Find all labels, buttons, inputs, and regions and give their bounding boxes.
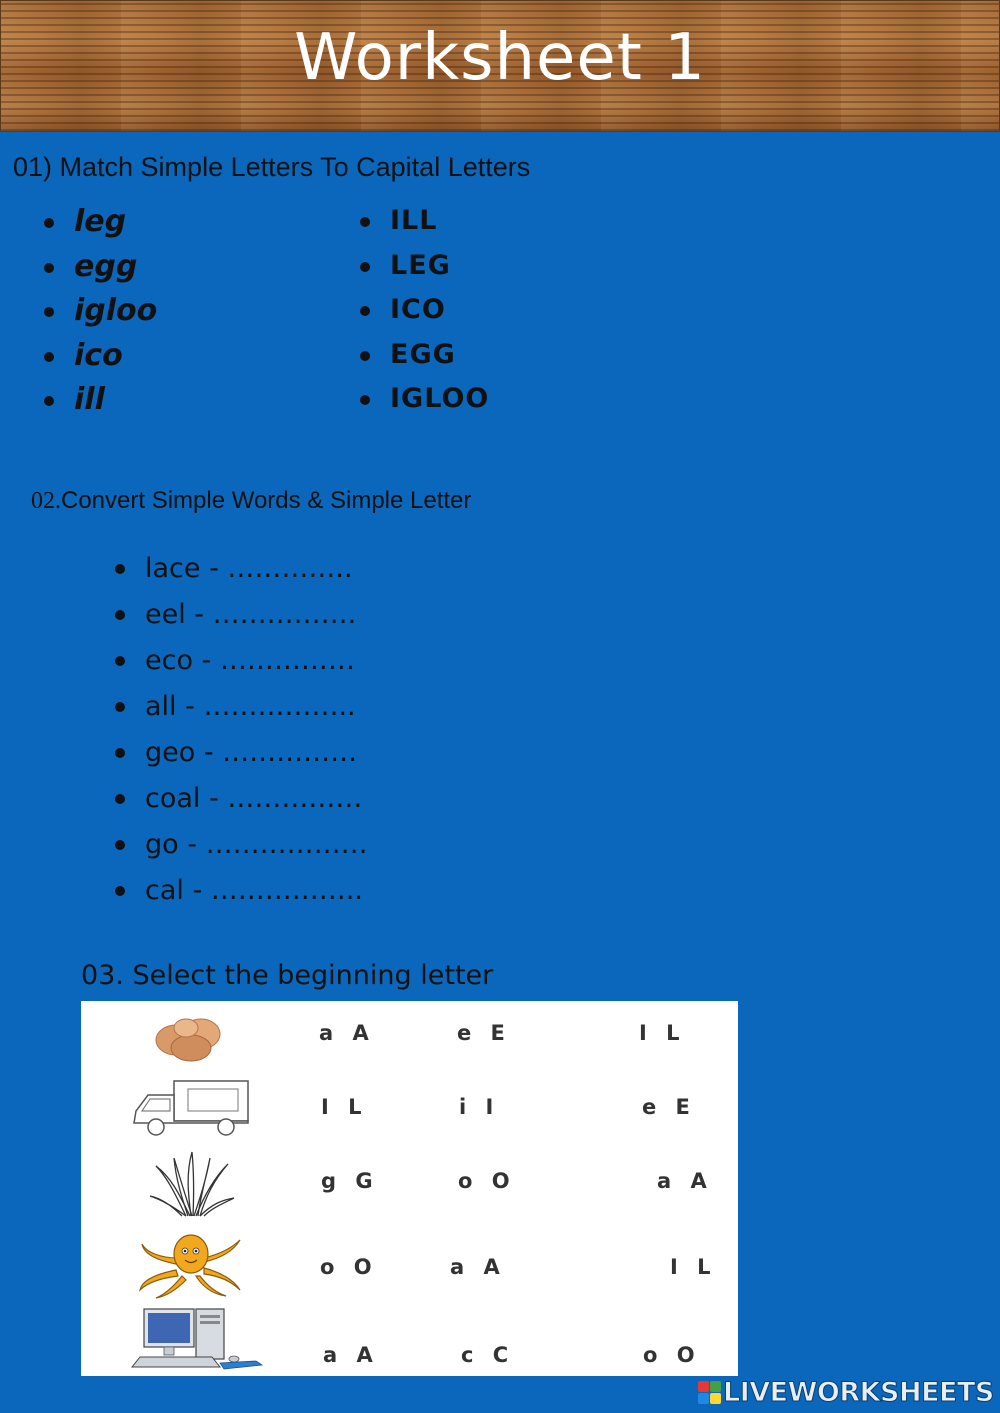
list-item[interactable]: geo - …………… [115, 731, 368, 777]
list-item: igloo [44, 289, 157, 334]
letter-option[interactable]: i I [459, 1095, 500, 1119]
truck-picture [101, 1073, 281, 1143]
grass-picture [101, 1145, 281, 1221]
letter-option[interactable]: o O [458, 1169, 516, 1193]
letter-option[interactable]: c C [461, 1343, 515, 1367]
list-item: LEG [360, 245, 489, 290]
computer-picture [101, 1301, 281, 1376]
letter-option[interactable]: o O [643, 1343, 701, 1367]
list-item: EGG [360, 334, 489, 379]
q2-word-list [115, 547, 368, 915]
table-row [81, 1001, 738, 1071]
list-item[interactable]: eel - ……………. [115, 593, 368, 639]
q1-uppercase-list [360, 200, 489, 423]
list-item: ico [44, 334, 157, 379]
octopus-picture [101, 1223, 281, 1301]
watermark-text: LIVEWORKSHEETS [723, 1377, 994, 1408]
list-item: IGLOO [360, 378, 489, 423]
letter-option[interactable]: o O [320, 1255, 378, 1279]
letter-option[interactable]: e E [457, 1021, 511, 1045]
list-item: ill [44, 378, 157, 423]
list-item[interactable]: eco - …………… [115, 639, 368, 685]
table-row [81, 1223, 738, 1301]
letter-option[interactable]: I L [670, 1255, 717, 1279]
table-row [81, 1301, 738, 1376]
list-item[interactable]: go - ……………… [115, 823, 368, 869]
table-row [81, 1145, 738, 1221]
liveworksheets-watermark [698, 1377, 994, 1408]
letter-option[interactable]: e E [642, 1095, 696, 1119]
letter-option[interactable]: a A [323, 1343, 379, 1367]
list-item[interactable]: lace - ………….. [115, 547, 368, 593]
list-item: egg [44, 245, 157, 290]
liveworksheets-logo-icon [698, 1381, 721, 1404]
q1-lowercase-list [44, 200, 157, 423]
question-1-title: 01) Match Simple Letters To Capital Letters [13, 152, 531, 182]
eggs-picture [101, 1001, 281, 1071]
question-2-number: 02. [31, 488, 61, 514]
list-item: leg [44, 200, 157, 245]
list-item[interactable]: cal - …………….. [115, 869, 368, 915]
list-item[interactable]: coal - …………… [115, 777, 368, 823]
title-banner [0, 0, 1000, 132]
list-item: ILL [360, 200, 489, 245]
letter-option[interactable]: a A [319, 1021, 375, 1045]
list-item[interactable]: all - …………….. [115, 685, 368, 731]
question-2-text: Convert Simple Words & Simple Letter [61, 487, 472, 514]
beginning-letter-table [81, 1001, 738, 1376]
table-row [81, 1073, 738, 1145]
page-title: Worksheet 1 [294, 21, 706, 95]
question-2-title [31, 487, 471, 515]
list-item: ICO [360, 289, 489, 334]
letter-option[interactable]: I L [639, 1021, 686, 1045]
letter-option[interactable]: a A [657, 1169, 713, 1193]
question-3-title: 03. Select the beginning letter [81, 960, 494, 991]
letter-option[interactable]: g G [321, 1169, 379, 1193]
letter-option[interactable]: I L [321, 1095, 368, 1119]
letter-option[interactable]: a A [450, 1255, 506, 1279]
